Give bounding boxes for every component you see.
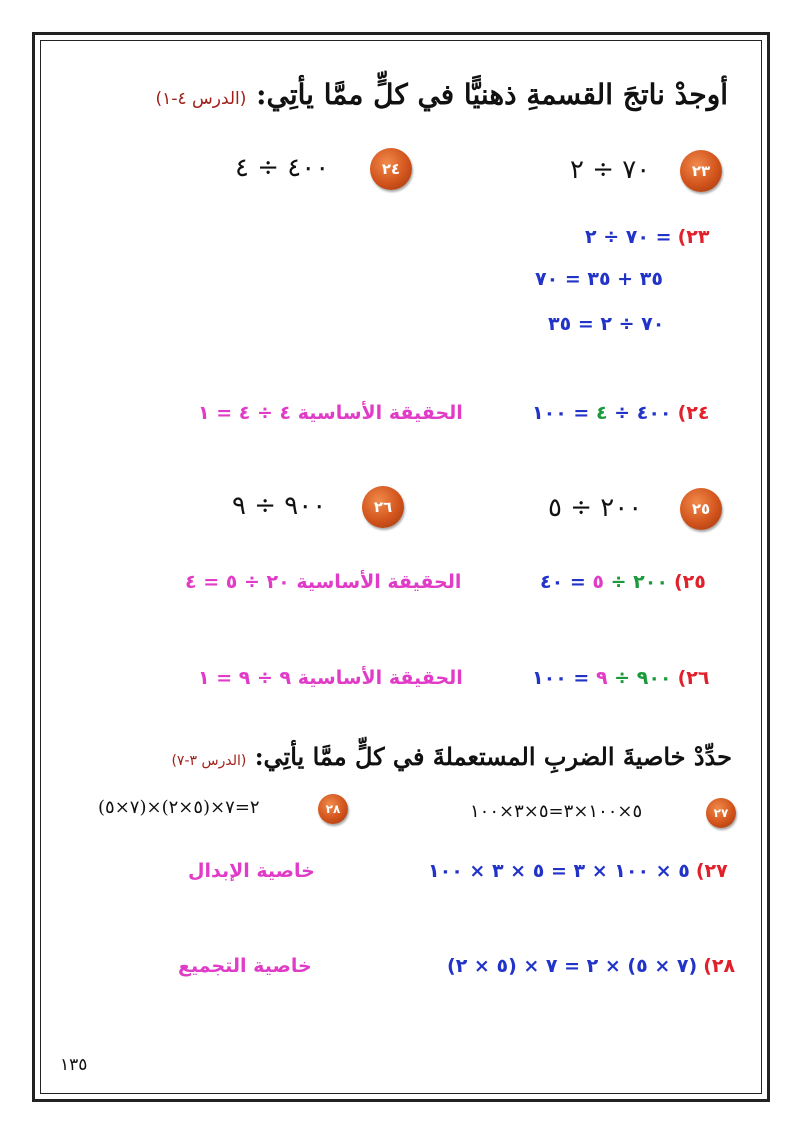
answer-24-part1: ٤٠٠ ÷ <box>607 402 672 424</box>
answer-25-expr <box>540 571 668 593</box>
answer-28 <box>447 955 735 977</box>
answer-24-expr <box>532 402 672 424</box>
answer-25-part1: ٢٠٠ ÷ <box>603 571 668 593</box>
answer-24-divisor: ٤ <box>595 402 608 424</box>
problem-23-expression: ٧٠ ÷ ٢ <box>570 155 651 185</box>
problem-25-expression: ٢٠٠ ÷ ٥ <box>548 493 643 523</box>
answer-26-number: ٢٦) <box>677 667 710 689</box>
answer-23-line2: ٣٥ + ٣٥ = ٧٠ <box>535 268 663 290</box>
answer-26-part1: ٩٠٠ ÷ <box>607 667 672 689</box>
answer-28-property: خاصية التجميع <box>178 955 312 977</box>
answer-24-number: ٢٤) <box>677 402 710 424</box>
answer-26-fact: الحقيقة الأساسية ٩ ÷ ٩ = ١ <box>198 667 463 689</box>
problem-24-expression: ٤٠٠ ÷ ٤ <box>235 153 330 183</box>
problem-badge-24: ٢٤ <box>370 148 412 190</box>
problem-badge-26: ٢٦ <box>362 486 404 528</box>
answer-28-expr: (٧ × ٥) × ٢ = ٧ × (٥ × ٢) <box>447 955 698 977</box>
page-number: ١٣٥ <box>60 1055 88 1075</box>
section2-heading <box>171 742 732 771</box>
answer-25 <box>540 571 706 593</box>
answer-26-expr <box>532 667 672 689</box>
section1-heading-text: أوجدْ ناتجَ القسمةِ ذهنيًّا في كلٍّ ممَّا يأتِي: <box>256 78 728 111</box>
section2-lesson-ref: (الدرس ٣-٧) <box>171 753 247 769</box>
problem-badge-25: ٢٥ <box>680 488 722 530</box>
problem-badge-28: ٢٨ <box>318 794 348 824</box>
answer-27-expr: ٥ × ١٠٠ × ٣ = ٥ × ٣ × ١٠٠ <box>428 860 690 882</box>
section1-lesson-ref: (الدرس ٤-١) <box>155 89 247 109</box>
answer-24 <box>532 402 709 424</box>
problem-28-expression: (٧×٥)×٢=٧×(٥×٢) <box>98 797 260 818</box>
page-border-inner <box>40 40 762 1094</box>
section1-heading <box>156 78 728 111</box>
answer-23-expr: ٧٠ ÷ ٢ = <box>585 226 672 248</box>
section2-heading-text: حدِّدْ خاصيةَ الضربِ المستعملةَ في كلٍّ ممَّا يأتِي: <box>254 742 732 771</box>
answer-25-divisor: ٥ <box>592 571 604 593</box>
problem-badge-23: ٢٣ <box>680 150 722 192</box>
problem-27-expression: ٥×١٠٠×٣=٥×٣×١٠٠ <box>470 801 643 822</box>
answer-24-fact: الحقيقة الأساسية ٤ ÷ ٤ = ١ <box>198 402 463 424</box>
problem-badge-27: ٢٧ <box>706 798 736 828</box>
answer-27-property: خاصية الإبدال <box>188 860 315 882</box>
problem-26-expression: ٩٠٠ ÷ ٩ <box>232 491 327 521</box>
answer-25-result: = ٤٠ <box>540 571 593 593</box>
answer-23-number: ٢٣) <box>677 226 710 248</box>
answer-26-divisor: ٩ <box>595 667 608 689</box>
answer-26-result: = ١٠٠ <box>532 667 596 689</box>
answer-24-result: = ١٠٠ <box>532 402 596 424</box>
answer-23-line1 <box>585 226 709 248</box>
answer-25-fact: الحقيقة الأساسية ٢٠ ÷ ٥ = ٤ <box>185 571 462 593</box>
answer-25-number: ٢٥) <box>673 571 706 593</box>
answer-27 <box>428 860 728 882</box>
answer-27-number: ٢٧) <box>695 860 728 882</box>
answer-26 <box>532 667 709 689</box>
answer-28-number: ٢٨) <box>703 955 736 977</box>
answer-23-line3: ٧٠ ÷ ٢ = ٣٥ <box>548 313 665 335</box>
